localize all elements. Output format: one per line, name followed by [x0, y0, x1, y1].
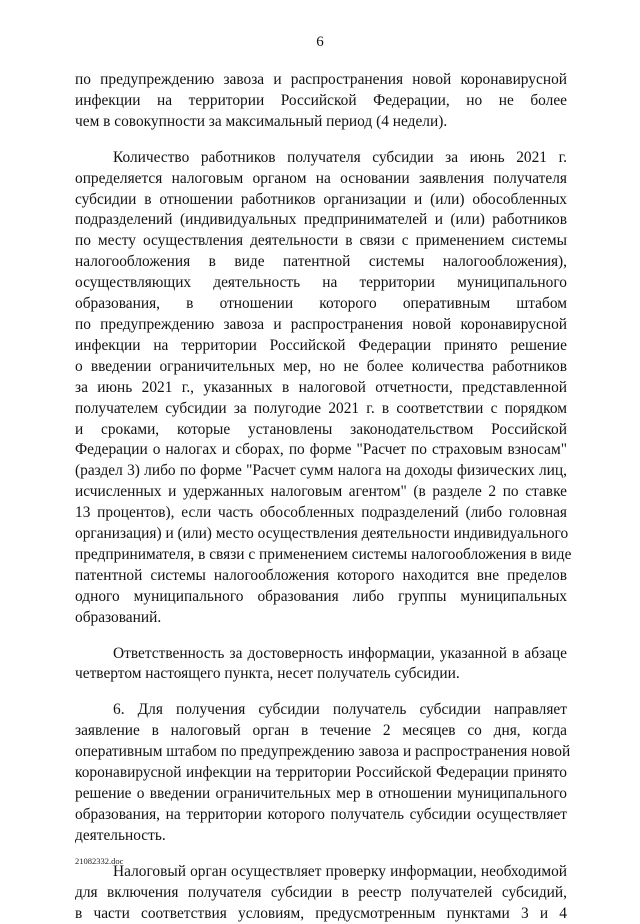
- text-line: четвертом настоящего пункта, несет получатель субсидии.: [75, 665, 460, 683]
- paragraph-employee-count: [75, 148, 572, 629]
- text-line: организация) и (или) место осуществления деятельности индивидуального: [75, 525, 569, 543]
- text-line: субсидии в отношении работников организации и (или) обособленных: [75, 190, 567, 208]
- text-line: деятельность.: [75, 826, 166, 844]
- paragraph-clause-6: [75, 700, 571, 846]
- text-line: определяется налоговым органом на основании заявления получателя: [75, 169, 567, 187]
- text-line: Налоговый орган осуществляет проверку информации, необходимой: [113, 862, 567, 880]
- text-line: по предупреждению завоза и распространения новой коронавирусной: [75, 315, 567, 333]
- text-line: по месту осуществления деятельности в связи с применением системы: [75, 232, 567, 250]
- text-line: оперативным штабом по предупреждению завоза и распространения новой: [75, 743, 571, 761]
- paragraph-responsibility: [75, 644, 567, 686]
- page-number: 6: [316, 34, 324, 50]
- text-line: чем в совокупности за максимальный период (4 недели).: [75, 112, 448, 130]
- footer-filename: 21082332.doc: [75, 856, 124, 866]
- text-line: образований.: [75, 608, 162, 626]
- paragraph-continuation: [75, 70, 567, 133]
- text-line: для включения получателя субсидии в реестр получателей субсидий,: [75, 883, 567, 901]
- text-line: осуществляющих деятельность на территории муниципального: [75, 274, 567, 292]
- text-line: и сроками, которые установлены законодательством Российской: [75, 420, 567, 438]
- text-line: решение о введении ограничительных мер в отношении муниципального: [75, 785, 567, 802]
- text-line: коронавирусной инфекции на территории Российской Федерации принято: [75, 764, 567, 782]
- text-line: за июнь 2021 г., указанных в налоговой отчетности, представленной: [75, 378, 567, 396]
- text-line: налогообложения в виде патентной системы налогообложения),: [75, 253, 567, 271]
- text-line: Федерации о налогах и сборах, по форме "Расчет по страховым взносам": [75, 441, 567, 459]
- text-line: исчисленных и удержанных налоговым агентом" (в разделе 2 по ставке: [75, 483, 567, 501]
- text-line: (раздел 3) либо по форме "Расчет сумм налога на доходы физических лиц,: [75, 462, 567, 480]
- text-line: Ответственность за достоверность информации, указанной в абзаце: [113, 644, 567, 662]
- text-line: 13 процентов), если часть обособленных подразделений (либо головная: [75, 504, 567, 522]
- text-line: получателем субсидии за полугодие 2021 г. в соответствии с порядком: [75, 399, 567, 417]
- text-line: подразделений (индивидуальных предпринимателей и (или) работников: [75, 211, 567, 229]
- text-line: 6. Для получения субсидии получатель субсидии направляет: [113, 701, 567, 719]
- paragraph-tax-check: [75, 862, 567, 924]
- document-body: [75, 70, 572, 924]
- text-line: Количество работников получателя субсидии за июнь 2021 г.: [113, 148, 567, 166]
- text-line: образования, в отношении которого оперативным штабом: [75, 295, 567, 313]
- text-line: инфекции на территории Российской Федерации принято решение: [75, 336, 567, 354]
- text-line: в части соответствия условиям, предусмотренным пунктами 3 и 4: [75, 904, 567, 922]
- text-line: инфекции на территории Российской Федерации, но не более: [75, 91, 567, 109]
- text-line: патентной системы налогообложения которого находится вне пределов: [75, 566, 567, 584]
- text-line: образования, на территории которого получатель субсидии осуществляет: [75, 805, 567, 823]
- text-line: о введении ограничительных мер, но не более количества работников: [75, 357, 567, 375]
- text-line: предпринимателя, в связи с применением системы налогообложения в виде: [75, 545, 572, 563]
- text-line: одного муниципального образования либо группы муниципальных: [75, 587, 567, 605]
- text-line: заявление в налоговый орган в течение 2 месяцев со дня, когда: [75, 722, 567, 740]
- text-line: по предупреждению завоза и распространения новой коронавирусной: [75, 71, 567, 88]
